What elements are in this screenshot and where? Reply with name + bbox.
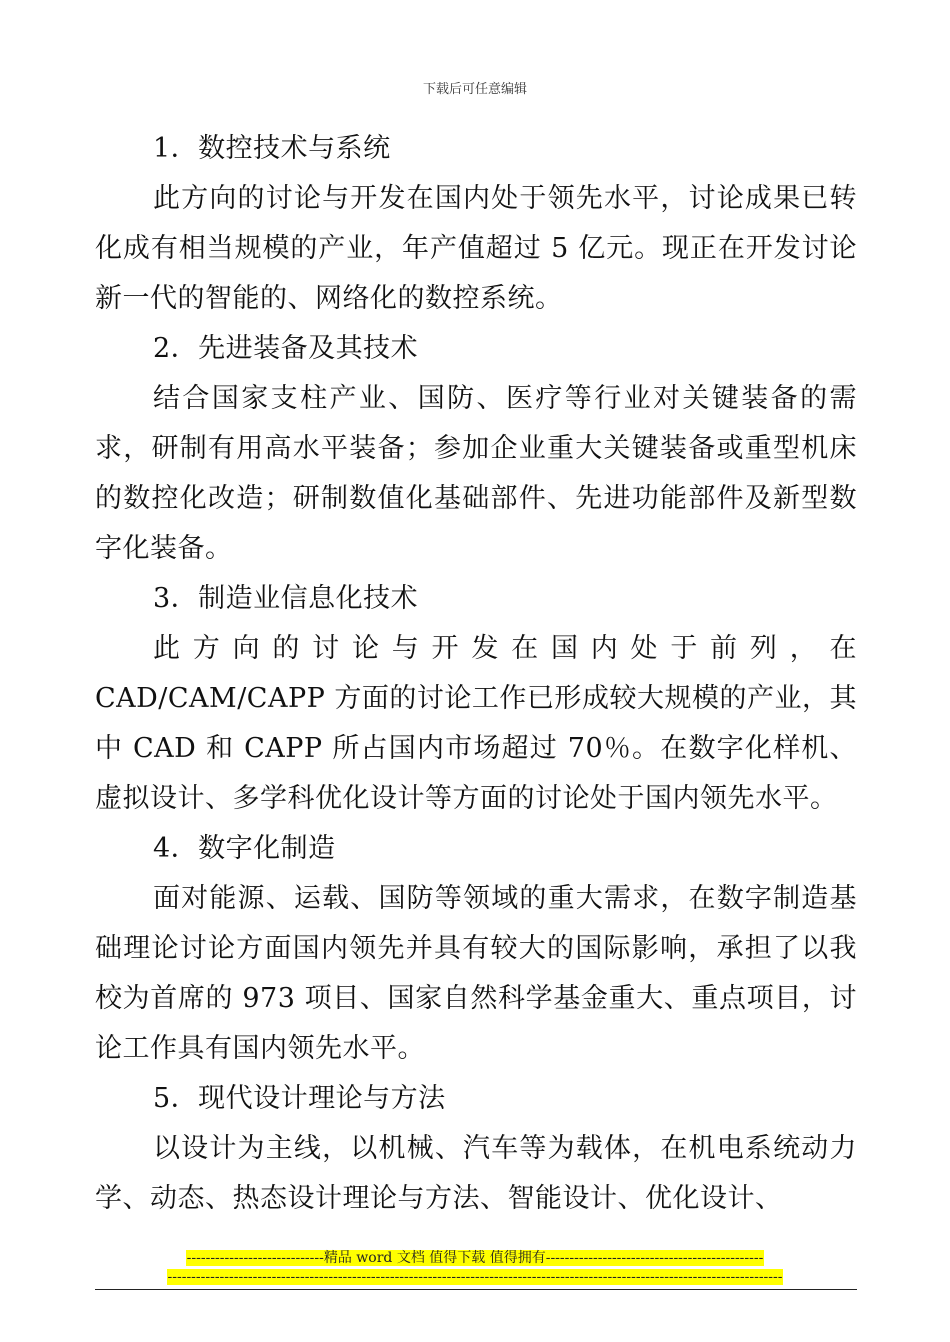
section-paragraph: 以设计为主线，以机械、汽车等为载体，在机电系统动力学、动态、热态设计理论与方法、智能设计、优化设计、 (95, 1133, 857, 1214)
footer-banner-text: -----------------------------精品 word 文档 值得下载 值得拥有---------------------------------------------- (186, 1250, 764, 1266)
footer-dash-text: ---------------------------------------------------------------------------------------------------------------------------------- (167, 1269, 783, 1285)
section-heading: 1．数控技术与系统 (153, 133, 391, 164)
section-paragraph: 面对能源、运载、国防等领域的重大需求，在数字制造基础理论讨论方面国内领先并具有较大的国际影响，承担了以我校为首席的 973 项目、国家自然科学基金重大、重点项目，讨论工作具有国内领先水平。 (95, 883, 857, 1064)
section-heading: 5．现代设计理论与方法 (153, 1083, 446, 1114)
section-paragraph: 此方向的讨论与开发在国内处于领先水平，讨论成果已转化成有相当规模的产业，年产值超过 5 亿元。现正在开发讨论新一代的智能的、网络化的数控系统。 (95, 183, 857, 314)
section-paragraph: 结合国家支柱产业、国防、医疗等行业对关键装备的需求，研制有用高水平装备；参加企业重大关键装备或重型机床的数控化改造；研制数值化基础部件、先进功能部件及新型数字化装备。 (95, 383, 857, 564)
section-heading: 4．数字化制造 (153, 833, 336, 864)
section-paragraph: 此方向的讨论与开发在国内处于前列，在 CAD/CAM/CAPP 方面的讨论工作已形成较大规模的产业，其中 CAD 和 CAPP 所占国内市场超过 70％。在数字化样机、虚拟设计、多学科优化设计等方面的讨论处于国内领先水平。 (95, 633, 857, 814)
footer-rule (95, 1289, 857, 1290)
page-header: 下载后可任意编辑 (422, 82, 527, 97)
section-heading: 3．制造业信息化技术 (153, 583, 419, 614)
section-heading: 2．先进装备及其技术 (153, 333, 419, 364)
footer-dash-line (0, 1268, 950, 1287)
document-body (95, 124, 857, 1224)
footer-banner (0, 1249, 950, 1268)
